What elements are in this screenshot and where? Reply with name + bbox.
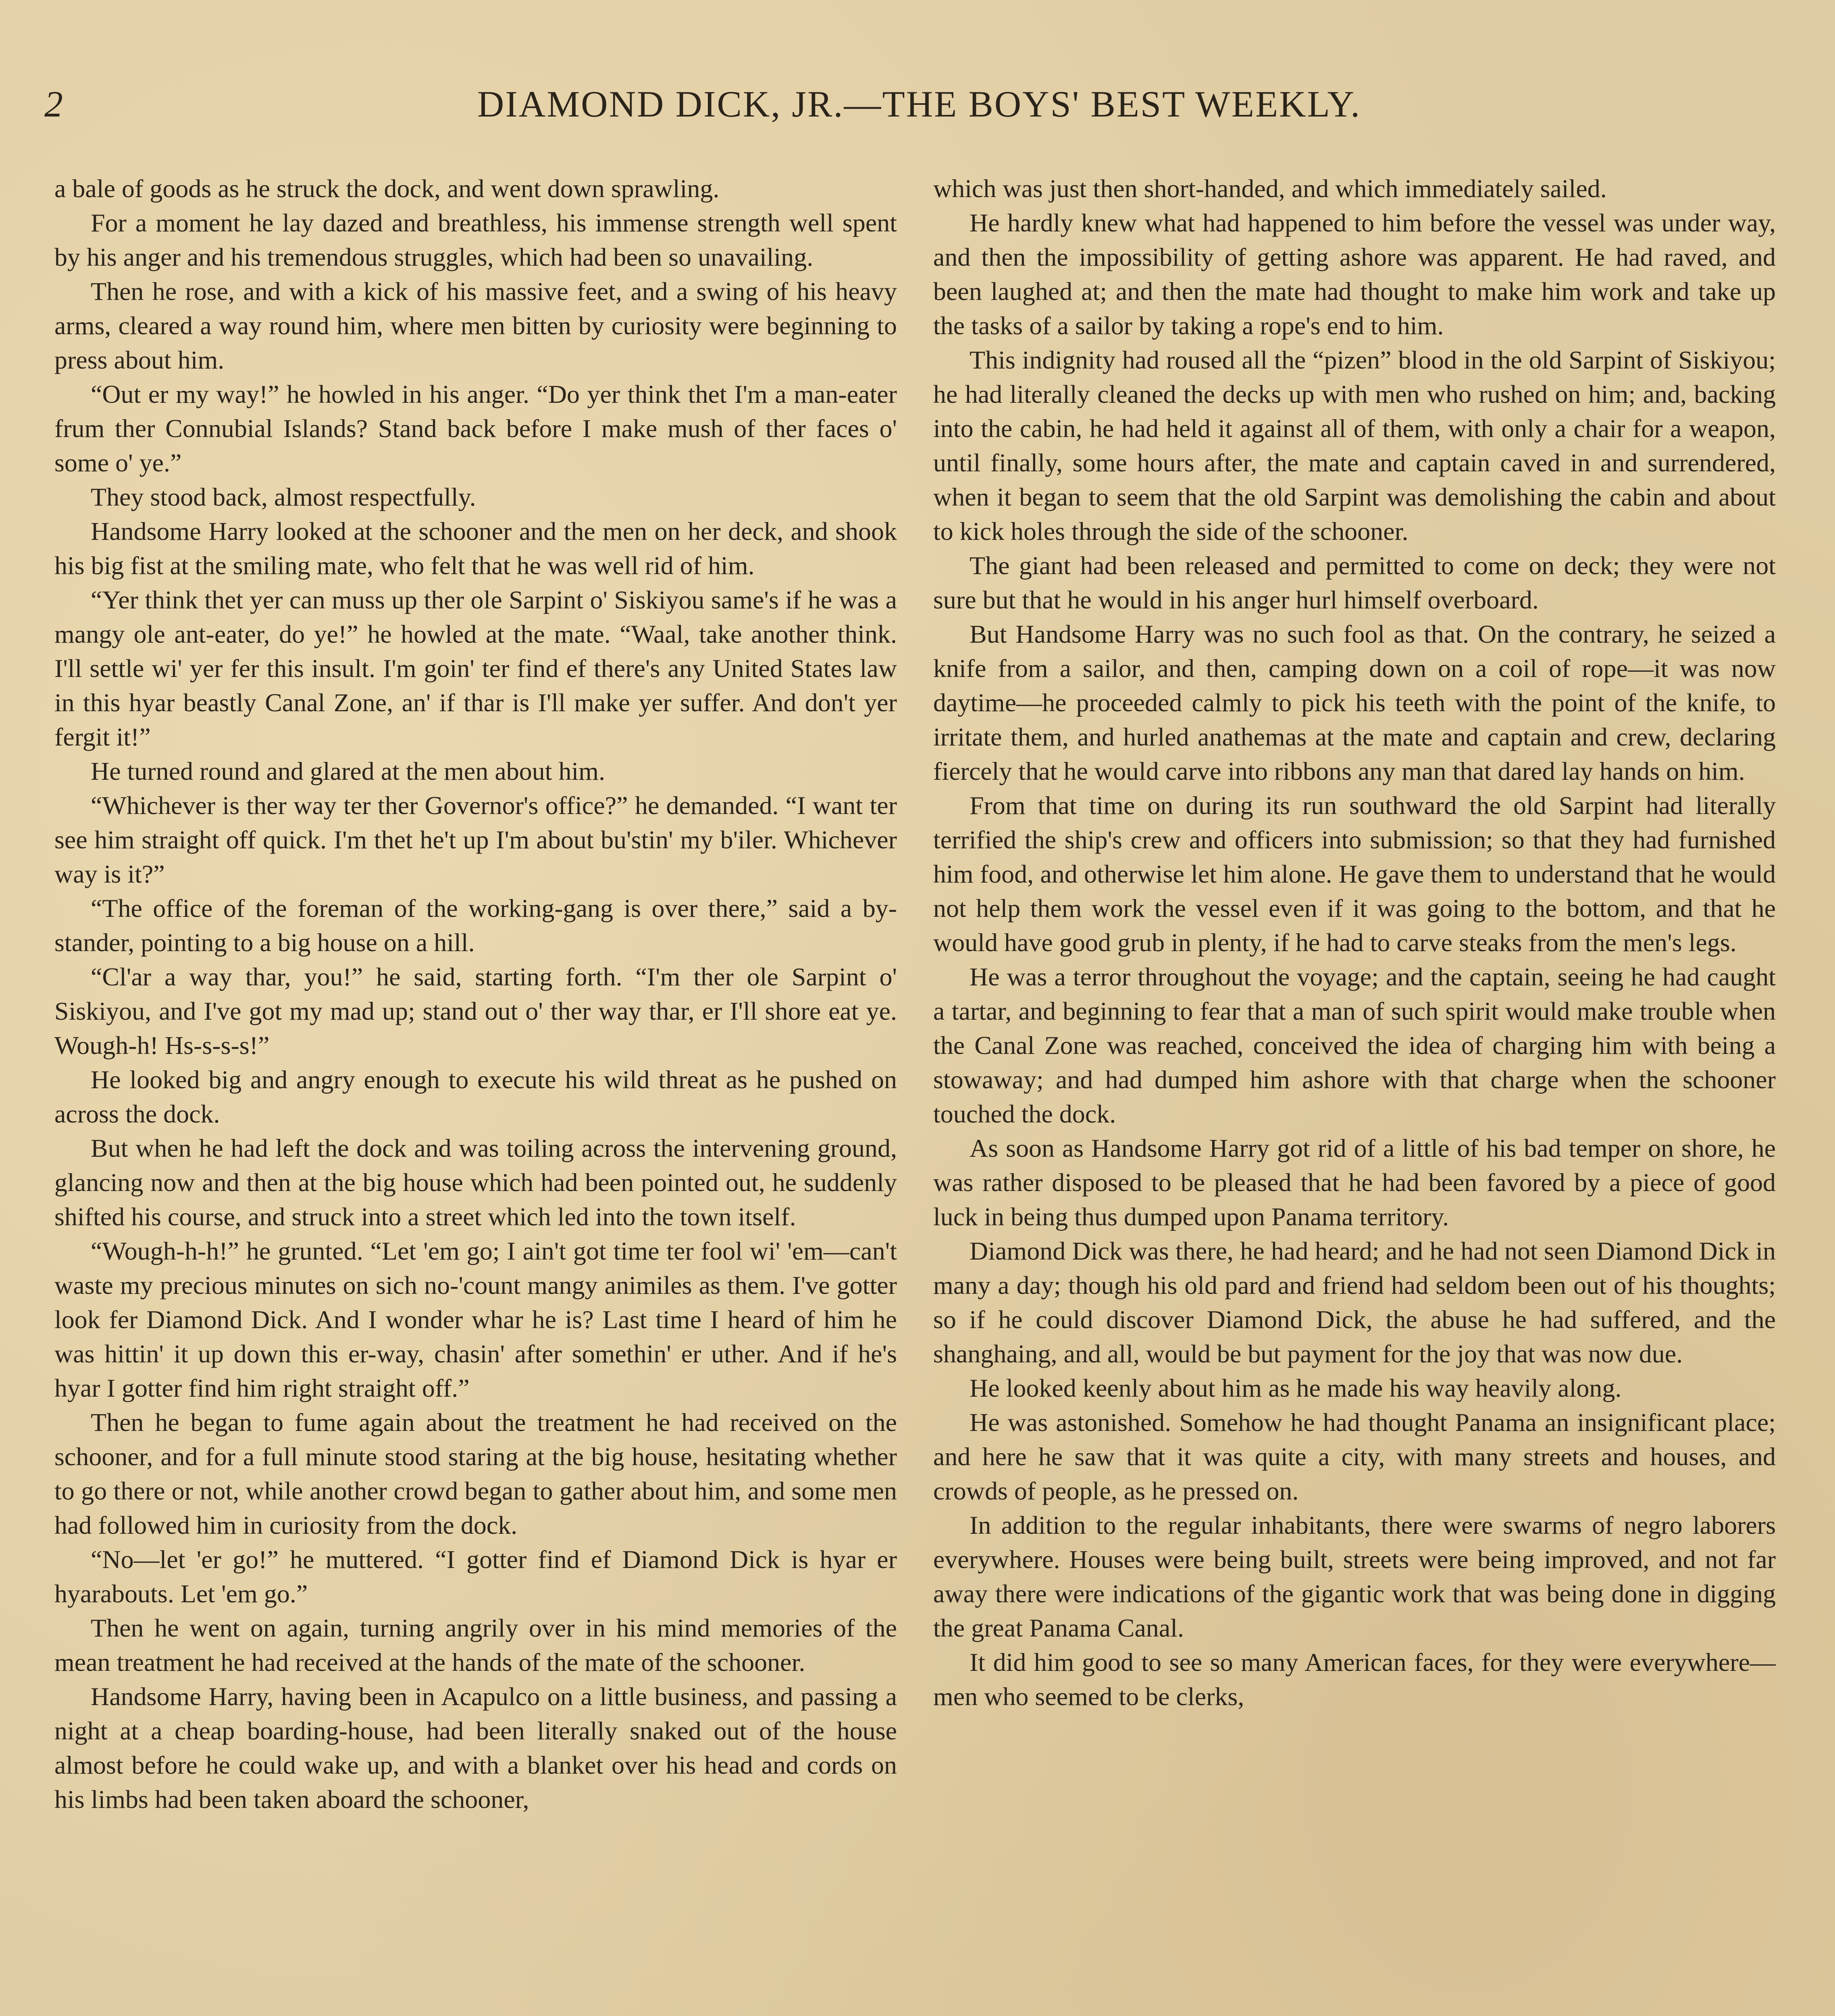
left-column	[54, 171, 897, 1816]
paragraph: Then he rose, and with a kick of his massive feet, and a swing of his heavy arms, cleared a way round him, where men bitten by curiosity were beginning to press about him.	[54, 277, 897, 374]
page-header	[44, 83, 1794, 139]
paragraph: They stood back, almost respectfully.	[91, 483, 476, 511]
paragraph: “The office of the foreman of the working-gang is over there,” said a by-stander, pointing to a big house on a hill.	[54, 894, 897, 957]
paragraph: “Wough-h-h!” he grunted. “Let 'em go; I ain't got time ter fool wi' 'em—can't waste my precious minutes on sich no-'count mangy animiles as them. I've gotter look fer Diamond Dick. And I wonder whar he is? Last time I heard of him he was hittin' it up down this er-way, chasin' after somethin' er uther. And if he's hyar I gotter find him right straight off.”	[54, 1237, 897, 1402]
running-title: DIAMOND DICK, JR.—THE BOYS' BEST WEEKLY.	[477, 83, 1361, 125]
paragraph: “Out er my way!” he howled in his anger. “Do yer think thet I'm a man-eater frum ther Connubial Islands? Stand back before I make mush of ther faces o' some o' ye.”	[54, 380, 897, 477]
paragraph: But Handsome Harry was no such fool as that. On the contrary, he seized a knife from a sailor, and then, camping down on a coil of rope—it was now daytime—he proceeded calmly to pick his teeth with the point of the knife, to irritate them, and hurled anathemas at the mate and captain and crew, declaring fiercely that he would carve into ribbons any man that dared lay hands on him.	[933, 620, 1776, 785]
paragraph: The giant had been released and permitted to come on deck; they were not sure but that he would in his anger hurl himself overboard.	[933, 551, 1776, 614]
paragraph: He hardly knew what had happened to him before the vessel was under way, and then the impossibility of getting ashore was apparent. He had raved, and been laughed at; and then the mate had thought to make him work and take up the tasks of a sailor by taking a rope's end to him.	[933, 208, 1776, 340]
right-column	[933, 171, 1776, 1714]
paragraph: It did him good to see so many American faces, for they were everywhere—men who seemed to be clerks,	[933, 1648, 1776, 1711]
page-number: 2	[44, 83, 63, 125]
paragraph: Handsome Harry looked at the schooner and the men on her deck, and shook his big fist at the smiling mate, who felt that he was well rid of him.	[54, 517, 897, 580]
paragraph: This indignity had roused all the “pizen” blood in the old Sarpint of Siskiyou; he had literally cleaned the decks up with men who rushed on him; and, backing into the cabin, he had held it against all of them, with only a chair for a weapon, until finally, some hours after, the mate and captain caved in and surrendered, when it began to seem that the old Sarpint was demolishing the cabin and about to kick holes through the side of the schooner.	[933, 346, 1776, 546]
paragraph: Diamond Dick was there, he had heard; and he had not seen Diamond Dick in many a day; though his old pard and friend had seldom been out of his thoughts; so if he could discover Diamond Dick, the abuse he had suffered, and the shanghaing, and all, would be but payment for the joy that was now due.	[933, 1237, 1776, 1368]
paragraph: Then he began to fume again about the treatment he had received on the schooner, and for a full minute stood staring at the big house, hesitating whether to go there or not, while another crowd began to gather about him, and some men had followed him in curiosity from the dock.	[54, 1408, 897, 1539]
paragraph: which was just then short-handed, and which immediately sailed.	[933, 174, 1607, 203]
paragraph: “Whichever is ther way ter ther Governor's office?” he demanded. “I want ter see him straight off quick. I'm thet he't up I'm about bu'stin' my b'iler. Whichever way is it?”	[54, 791, 897, 888]
paragraph: But when he had left the dock and was toiling across the intervening ground, glancing now and then at the big house which had been pointed out, he suddenly shifted his course, and struck into a street which led into the town itself.	[54, 1134, 897, 1231]
paragraph: Then he went on again, turning angrily over in his mind memories of the mean treatment he had received at the hands of the mate of the schooner.	[54, 1614, 897, 1677]
paragraph: For a moment he lay dazed and breathless, his immense strength well spent by his anger and his tremendous struggles, which had been so unavailing.	[54, 208, 897, 271]
paragraph: He looked big and angry enough to execute his wild threat as he pushed on across the dock.	[54, 1065, 897, 1128]
paragraph: “No—let 'er go!” he muttered. “I gotter find ef Diamond Dick is hyar er hyarabouts. Let 'em go.”	[54, 1545, 897, 1608]
paragraph: “Yer think thet yer can muss up ther ole Sarpint o' Siskiyou same's if he was a mangy ole ant-eater, do ye!” he howled at the mate. “Waal, take another think. I'll settle wi' yer fer this insult. I'm goin' ter find ef there's any United States law in this hyar beastly Canal Zone, an' if thar is I'll make yer suffer. And don't yer fergit it!”	[54, 585, 897, 751]
paragraph: “Cl'ar a way thar, you!” he said, starting forth. “I'm ther ole Sarpint o' Siskiyou, and I've got my mad up; stand out o' ther way thar, er I'll shore eat ye. Wough-h! Hs-s-s-s!”	[54, 962, 897, 1060]
paragraph: He looked keenly about him as he made his way heavily along.	[970, 1374, 1622, 1402]
paragraph: He was astonished. Somehow he had thought Panama an insignificant place; and here he saw that it was quite a city, with many streets and houses, and crowds of people, as he pressed on.	[933, 1408, 1776, 1505]
paragraph: a bale of goods as he struck the dock, and went down sprawling.	[54, 174, 720, 203]
paragraph: In addition to the regular inhabitants, there were swarms of negro laborers everywhere. Houses were being built, streets were being improved, and not far away there were indications of the gigantic work that was being done in digging the great Panama Canal.	[933, 1511, 1776, 1642]
paragraph: Handsome Harry, having been in Acapulco on a little business, and passing a night at a cheap boarding-house, had been literally snaked out of the house almost before he could wake up, and with a blanket over his head and cords on his limbs had been taken aboard the schooner,	[54, 1682, 897, 1814]
paragraph: From that time on during its run southward the old Sarpint had literally terrified the ship's crew and officers into submission; so that they had furnished him food, and otherwise let him alone. He gave them to understand that he would not help them work the vessel even if it was going to the bottom, and that he would have good grub in plenty, if he had to carve steaks from the men's legs.	[933, 791, 1776, 957]
paragraph: He was a terror throughout the voyage; and the captain, seeing he had caught a tartar, and beginning to fear that a man of such spirit would make trouble when the Canal Zone was reached, conceived the idea of charging him with being a stowaway; and had dumped him ashore with that charge when the schooner touched the dock.	[933, 962, 1776, 1128]
paragraph: He turned round and glared at the men about him.	[91, 757, 605, 785]
paragraph: As soon as Handsome Harry got rid of a little of his bad temper on shore, he was rather disposed to be pleased that he had been favored by a piece of good luck in being thus dumped upon Panama territory.	[933, 1134, 1776, 1231]
